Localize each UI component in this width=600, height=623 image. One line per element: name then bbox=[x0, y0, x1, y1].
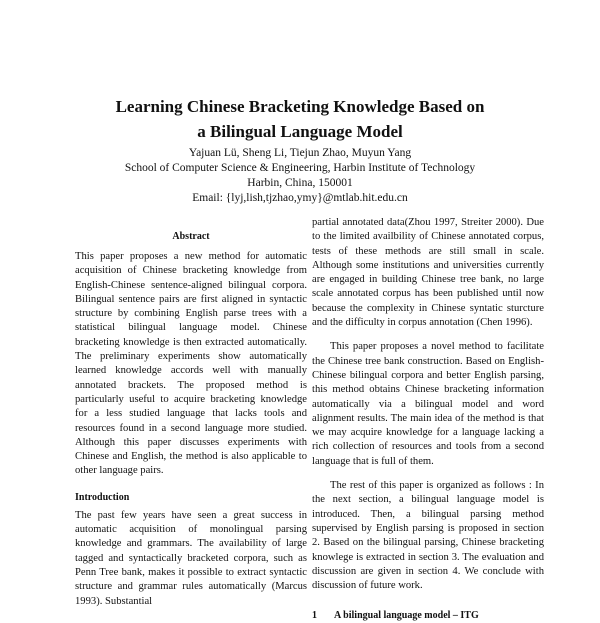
author-block bbox=[60, 146, 540, 206]
section-title: A bilingual language model – ITG bbox=[334, 610, 479, 622]
abstract-text: This paper proposes a new method for automatic acquisition of Chinese bracketing knowledge from English-Chinese sentence-aligned bilingual corpora. Bilingual sentence pairs are first aligned in syntactic structure by combining English parse trees with a statistical bilingual language model. Chinese bracketing knowledge is then extracted automatically. The preliminary experiments show automatically learned knowledge accords well with manually annotated brackets. The proposed method is particularly useful to acquire bracketing knowledge for a less studied language that lacks tools and resources found in a second language more studied. Although this paper discusses experiments with Chinese and English, the method is also applicable to other language pairs. bbox=[75, 251, 307, 477]
right-column bbox=[312, 216, 544, 623]
author-names: Yajuan Lü, Sheng Li, Tiejun Zhao, Muyun Yang bbox=[188, 147, 412, 159]
location: Harbin, China, 150001 bbox=[247, 177, 353, 189]
intro-paragraph-1: partial annotated data(Zhou 1997, Streiter 2000). Due to the limited availbility of Chinese annotated corpus, tests of these methods are still small in scale. Although some institutions and universities currently are engaged in building Chinese tree bank, no large scale annotated corpus has been published until now because the complexity in Chinese syntatic sturcture and the difficulty in corpus annotation (Chen 1996). bbox=[312, 217, 544, 329]
section-1-heading bbox=[312, 609, 544, 623]
intro-paragraph-3: The rest of this paper is organized as follows : In the next section, a bilingual language model is introduced. Then, a bilingual parsing method supervised by English parsing is proposed in section 2. Based on the bilingual parsing, Chinese bracketing knowlege is extracted in section 3. The evaluation and discussion are given in section 4. We conclude with discussion of future work. bbox=[312, 480, 544, 592]
affiliation: School of Computer Science & Engineering, Harbin Institute of Technology bbox=[124, 162, 476, 174]
title-line-2: a Bilingual Language Model bbox=[197, 122, 403, 141]
paper-title bbox=[60, 94, 540, 144]
introduction-heading: Introduction bbox=[75, 491, 130, 503]
section-number: 1 bbox=[312, 610, 317, 622]
left-column bbox=[75, 216, 307, 609]
abstract-heading: Abstract bbox=[172, 231, 210, 242]
intro-paragraph-2: This paper proposes a novel method to facilitate the Chinese tree bank construction. Based on English-Chinese bilingual corpora and better English parsing, this method obtains Chinese bracketing information automatically via a bilingual model and word alignment results. The main idea of the method is that we may acquire knowledge for a language lacking a rich collection of resources and tools from a second language that is full of them. bbox=[312, 341, 544, 467]
title-line-1: Learning Chinese Bracketing Knowledge Based on bbox=[115, 97, 485, 116]
introduction-text: The past few years have seen a great success in automatic acquisition of monolingual parsing knowledge and grammars. The availability of large tagged and syntactically bracketed corpora, such as Penn Tree bank, makes it possible to extract syntactic structure and grammar rules automatically (Marcus 1993). Substantial bbox=[75, 509, 307, 607]
email: Email: {lyj,lish,tjzhao,ymy}@mtlab.hit.edu.cn bbox=[192, 192, 408, 204]
